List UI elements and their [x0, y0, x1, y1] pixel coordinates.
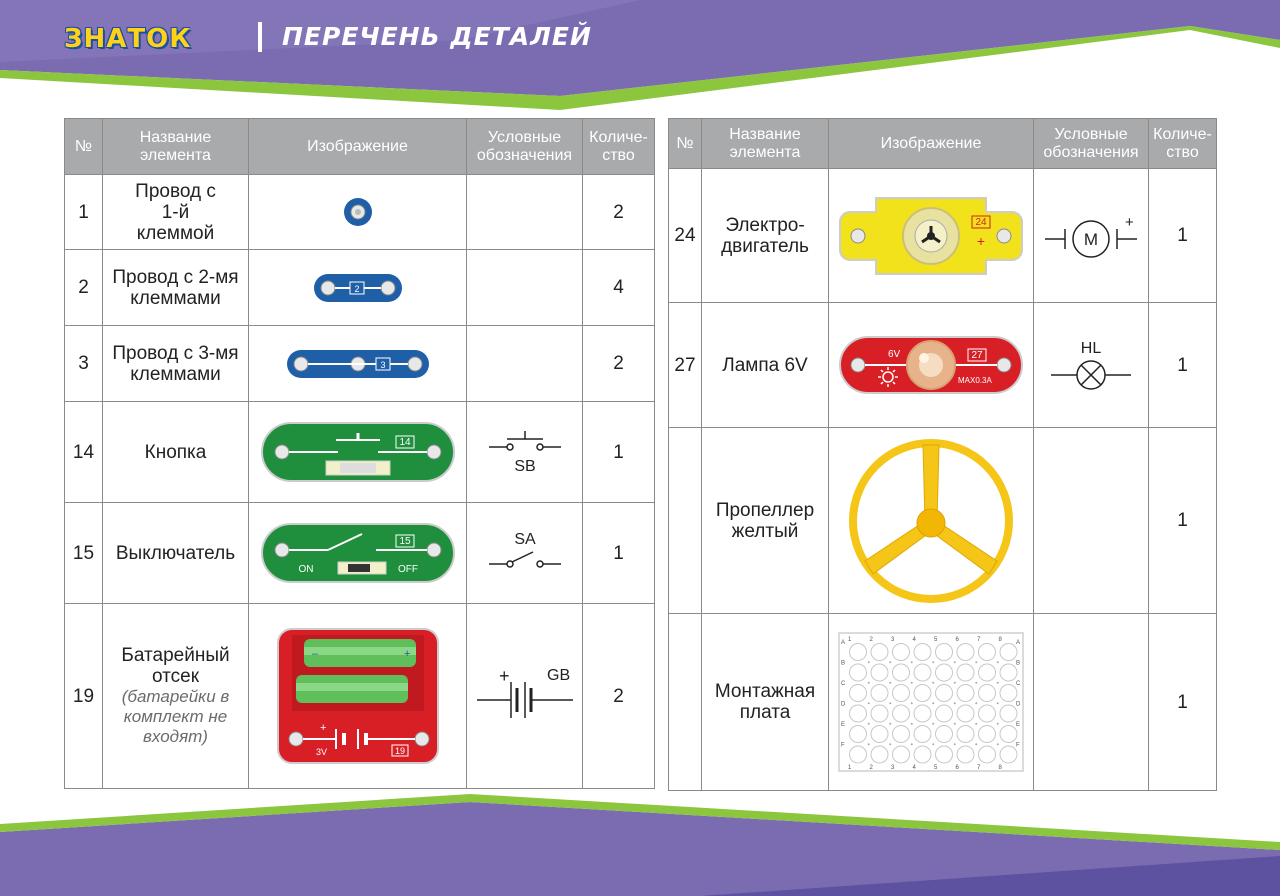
symbol-label: M: [1083, 229, 1099, 249]
board-pin: [975, 723, 977, 725]
board-col-label: 1: [848, 637, 852, 643]
row-symbol: [1034, 614, 1149, 791]
board-pin: [997, 702, 999, 704]
module-label: 15: [398, 536, 411, 547]
symbol-label: GB: [546, 667, 570, 684]
parts-table-left: [64, 118, 655, 789]
row-number: 27: [669, 303, 702, 428]
row-name: Батарейный отсек: [121, 645, 230, 687]
col-symbol: Условные обозначения: [467, 119, 583, 175]
switch-module-icon: [258, 520, 458, 586]
row-qty: 2: [583, 175, 655, 250]
board-pin: [889, 661, 891, 663]
board-pin: [868, 682, 870, 684]
brand-logo: ЗНАТОК: [64, 24, 192, 54]
board-row-label: E: [841, 722, 846, 728]
board-pin: [975, 682, 977, 684]
lamp-symbol-icon: [1049, 337, 1133, 393]
board-pin: [997, 661, 999, 663]
board-pin: [911, 702, 913, 704]
row-qty: 1: [1149, 303, 1217, 428]
symbol-plus: +: [1125, 213, 1134, 231]
battery-holder-icon: [274, 625, 442, 767]
table-row: [669, 614, 1217, 791]
col-name: Название элемента: [103, 119, 249, 175]
board-col-label: 5: [934, 637, 938, 643]
col-no: №: [669, 119, 702, 169]
board-col-label: 2: [869, 765, 873, 771]
row-number: 2: [65, 250, 103, 326]
board-pin: [932, 702, 934, 704]
col-qty: Количе-ство: [583, 119, 655, 175]
header-band: [0, 0, 1280, 120]
board-row-label: D: [1016, 701, 1021, 708]
battery-plus: +: [403, 648, 410, 660]
board-pin: [911, 743, 913, 745]
page-title: ПЕРЕЧЕНЬ ДЕТАЛЕЙ: [282, 22, 592, 51]
board-pin: [911, 661, 913, 663]
parts-table-right: [668, 118, 1217, 791]
board-pin: [997, 743, 999, 745]
board-pin: [975, 743, 977, 745]
board-pin: [911, 723, 913, 725]
board-pin: [932, 743, 934, 745]
board-row-label: E: [1016, 722, 1021, 728]
board-pin: [932, 661, 934, 663]
col-no: №: [65, 119, 103, 175]
board-row-label: C: [1016, 681, 1021, 687]
row-qty: 2: [583, 604, 655, 789]
board-row-label: F: [1016, 742, 1020, 749]
row-number: 24: [669, 169, 702, 303]
table-row: [669, 169, 1217, 303]
table-header-row: [65, 119, 655, 175]
row-qty: 1: [583, 402, 655, 503]
board-row-label: B: [841, 660, 846, 667]
mounting-board-icon: [838, 632, 1024, 772]
row-number: 15: [65, 503, 103, 604]
switch-off-label: OFF: [397, 564, 418, 575]
board-pin: [868, 743, 870, 745]
row-qty: 1: [1149, 428, 1217, 614]
module-label: 27: [971, 350, 983, 361]
board-pin: [975, 702, 977, 704]
board-col-label: 8: [998, 637, 1002, 643]
wire-label: 2: [353, 283, 360, 294]
table-row: [65, 326, 655, 402]
motor-module-icon: [836, 194, 1026, 278]
row-note: (батарейки в комплект не входят): [121, 687, 230, 746]
table-header-row: [669, 119, 1217, 169]
board-row-label: A: [1016, 640, 1021, 646]
board-pin: [975, 661, 977, 663]
row-number: 19: [65, 604, 103, 789]
col-image: Изображение: [249, 119, 467, 175]
row-number: [669, 428, 702, 614]
table-row: [669, 428, 1217, 614]
wire-3-terminals-icon: [283, 346, 433, 382]
board-col-label: 3: [891, 765, 895, 771]
row-name: Кнопка: [103, 402, 249, 503]
board-pin: [932, 682, 934, 684]
board-row-label: A: [841, 640, 846, 646]
push-button-symbol-icon: [485, 427, 565, 477]
board-col-label: 7: [977, 637, 981, 643]
module-label: 14: [398, 437, 411, 448]
footer-band: [0, 780, 1280, 896]
board-row-label: C: [841, 681, 846, 687]
col-symbol: Условные обозначения: [1034, 119, 1149, 169]
row-qty: 4: [583, 250, 655, 326]
board-pin: [954, 702, 956, 704]
board-pin: [954, 723, 956, 725]
row-name: Монтажная плата: [702, 614, 829, 791]
symbol-label: SB: [513, 458, 536, 475]
col-qty: Количе-ство: [1149, 119, 1217, 169]
row-symbol: [467, 250, 583, 326]
board-pin: [954, 743, 956, 745]
lamp-module-icon: [836, 333, 1026, 397]
board-col-label: 8: [998, 765, 1002, 771]
row-number: 1: [65, 175, 103, 250]
board-row-label: B: [1016, 660, 1021, 667]
row-qty: 1: [1149, 614, 1217, 791]
wire-label: 3: [379, 359, 386, 370]
row-symbol: [467, 175, 583, 250]
row-qty: 1: [583, 503, 655, 604]
holder-plus: +: [319, 722, 326, 734]
board-col-label: 7: [977, 765, 981, 771]
module-plus: +: [976, 232, 986, 249]
board-pin: [932, 723, 934, 725]
board-col-label: 5: [934, 765, 938, 771]
table-row: [65, 604, 655, 789]
table-row: [65, 402, 655, 503]
symbol-label: SA: [513, 531, 536, 548]
table-row: [65, 175, 655, 250]
col-image: Изображение: [829, 119, 1034, 169]
row-name: Пропеллер желтый: [702, 428, 829, 614]
module-label: 19: [394, 746, 405, 756]
board-pin: [954, 682, 956, 684]
motor-symbol-icon: [1043, 211, 1139, 261]
title-separator: [258, 22, 262, 52]
row-name: Электро-двигатель: [702, 169, 829, 303]
board-pin: [954, 661, 956, 663]
table-row: [65, 503, 655, 604]
board-pin: [889, 743, 891, 745]
lamp-max: MAX0.3A: [958, 376, 992, 385]
board-col-label: 6: [955, 765, 959, 771]
board-col-label: 4: [912, 765, 916, 771]
row-symbol: [467, 326, 583, 402]
row-number: 14: [65, 402, 103, 503]
table-row: [65, 250, 655, 326]
wire-2-terminals-icon: [308, 270, 408, 306]
battery-symbol-icon: [475, 666, 575, 726]
board-pin: [868, 723, 870, 725]
board-pin: [868, 661, 870, 663]
board-pin: [868, 702, 870, 704]
propeller-icon: [843, 433, 1019, 609]
holder-voltage: 3V: [315, 747, 327, 757]
row-name: Провод с 3-мя клеммами: [103, 326, 249, 402]
table-row: [669, 303, 1217, 428]
symbol-plus: +: [498, 666, 510, 686]
board-pin: [889, 723, 891, 725]
row-name: Выключатель: [103, 503, 249, 604]
lamp-voltage: 6V: [888, 349, 901, 360]
board-pin: [997, 723, 999, 725]
module-label: 24: [975, 216, 987, 228]
row-qty: 2: [583, 326, 655, 402]
board-row-label: F: [841, 742, 845, 749]
board-row-label: D: [841, 701, 846, 708]
row-number: [669, 614, 702, 791]
row-number: 3: [65, 326, 103, 402]
board-col-label: 3: [891, 637, 895, 643]
symbol-label: HL: [1080, 340, 1102, 357]
wire-1-terminal-icon: [338, 192, 378, 232]
row-name: Лампа 6V: [702, 303, 829, 428]
board-pin: [997, 682, 999, 684]
board-pin: [911, 682, 913, 684]
board-pin: [889, 682, 891, 684]
board-col-label: 2: [869, 637, 873, 643]
col-name: Название элемента: [702, 119, 829, 169]
battery-minus: –: [311, 648, 318, 660]
switch-symbol-icon: [485, 528, 565, 578]
push-button-module-icon: [258, 419, 458, 485]
board-col-label: 4: [912, 637, 916, 643]
row-name: Провод с 1-й клеммой: [103, 175, 249, 250]
board-col-label: 6: [955, 637, 959, 643]
board-col-label: 1: [848, 765, 852, 771]
switch-on-label: ON: [298, 564, 313, 575]
board-pin: [889, 702, 891, 704]
row-symbol: [1034, 428, 1149, 614]
row-name: Провод с 2-мя клеммами: [103, 250, 249, 326]
row-qty: 1: [1149, 169, 1217, 303]
